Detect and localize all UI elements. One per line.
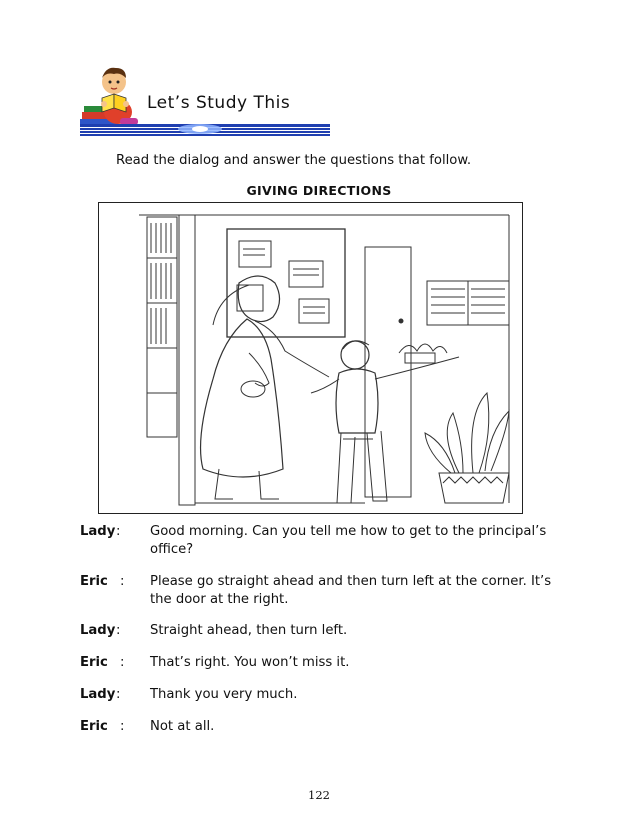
illustration-frame: [98, 202, 523, 514]
speaker-name: Eric: [80, 574, 108, 589]
speaker-colon: :: [116, 623, 121, 638]
speech-text: Good morning. Can you tell me how to get to the principal’s office?: [150, 524, 547, 557]
header-rule-divider: [80, 121, 330, 133]
giving-directions-illustration: [99, 203, 522, 513]
speaker-name: Lady: [80, 687, 116, 702]
speech-text: That’s right. You won’t miss it.: [150, 655, 350, 670]
speech-text: Not at all.: [150, 719, 215, 734]
speaker-name: Lady: [80, 623, 116, 638]
speaker-name: Lady: [80, 524, 116, 539]
instruction-text: Read the dialog and answer the questions that follow.: [116, 153, 472, 168]
speaker-name: Eric: [80, 655, 108, 670]
speaker-colon: :: [116, 524, 121, 539]
page-number: 122: [308, 788, 330, 802]
speech-text: Straight ahead, then turn left.: [150, 623, 348, 638]
dialog-title: GIVING DIRECTIONS: [246, 183, 392, 198]
speaker-name: Eric: [80, 719, 108, 734]
speaker-colon: :: [116, 687, 121, 702]
speaker-colon: :: [120, 574, 125, 589]
reading-boy-icon: [80, 62, 142, 130]
section-title: Let’s Study This: [147, 93, 291, 113]
speech-text: Thank you very much.: [150, 687, 298, 702]
speaker-colon: :: [120, 719, 125, 734]
speech-text: Please go straight ahead and then turn left at the corner. It’s the door at the right.: [150, 574, 552, 607]
speaker-colon: :: [120, 655, 125, 670]
